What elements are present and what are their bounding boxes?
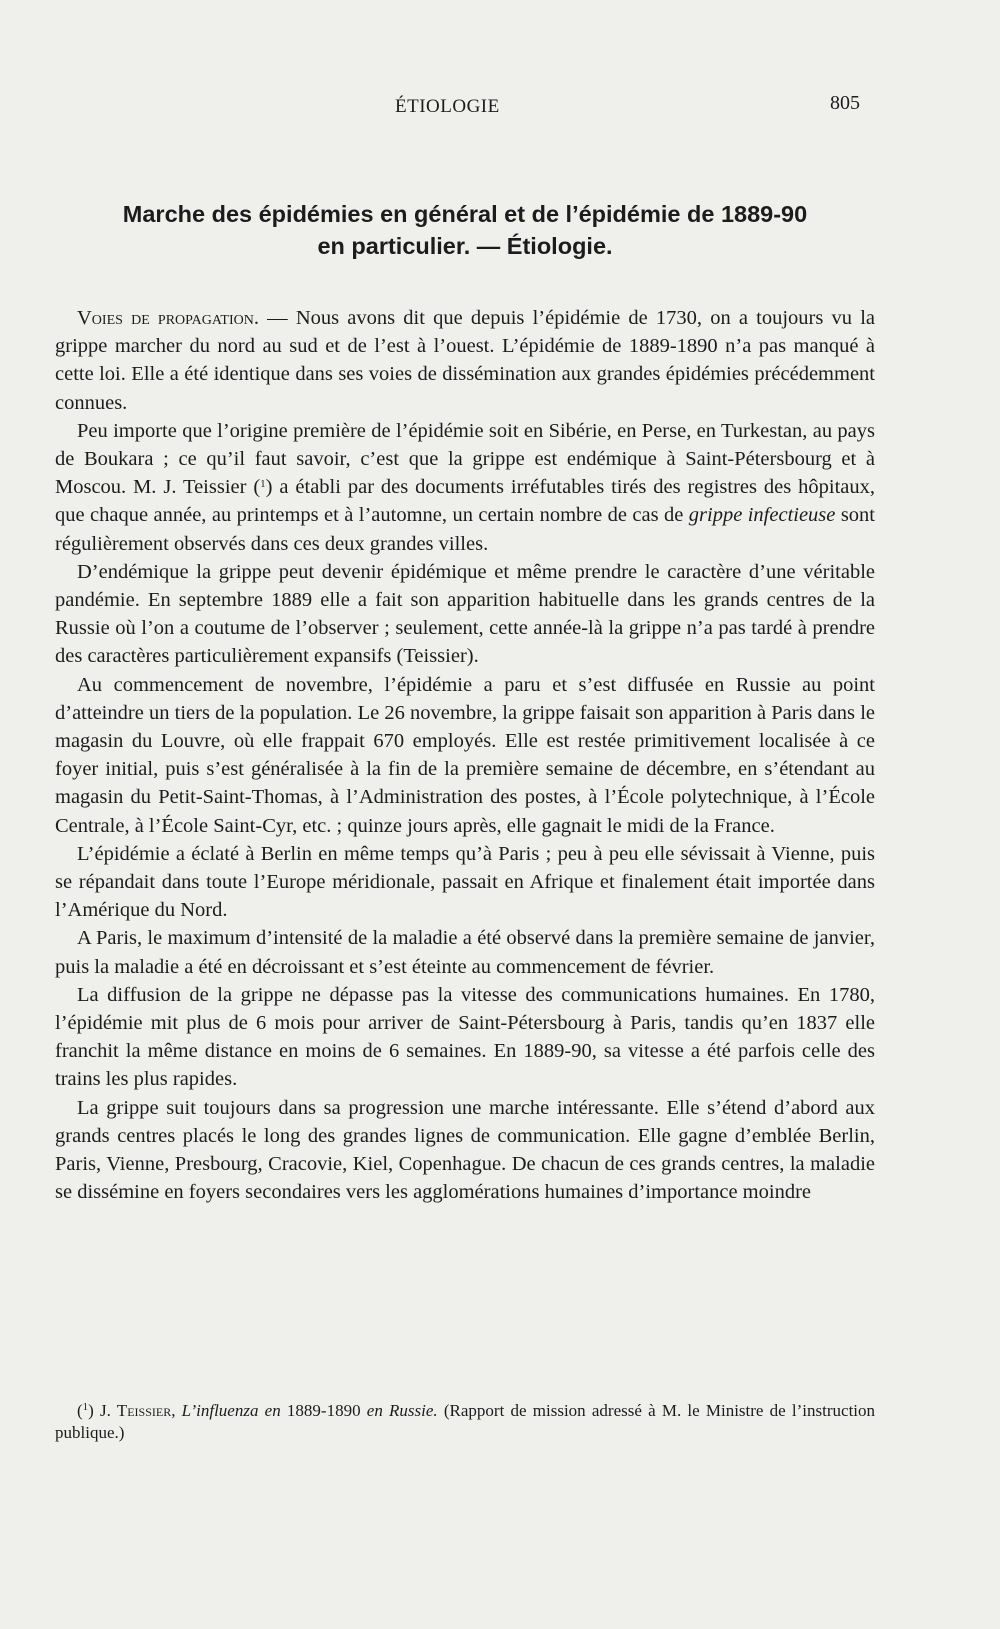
footnote-years: 1889-1890 xyxy=(286,1401,361,1420)
footnote-author: J. Teissier, xyxy=(100,1401,176,1420)
paragraph-2-text-a: Peu importe que l’origine première de l’épidémie soit en Sibérie, en Perse, en Turkestan, au pays de Boukara ; ce qu’il faut savoir, c’est que la grippe est endémique à Saint-Pétersbourg et à Moscou. M. J. Teissier ( xyxy=(55,419,875,499)
paragraph-label: Voies de propagation. xyxy=(77,307,259,329)
paragraph-7: La diffusion de la grippe ne dépasse pas la vitesse des communications humaines. En 1780, l’épidémie mit plus de 6 mois pour arriver de Saint-Pétersbourg à Paris, tandis qu’en 1837 elle franchit la même distance en moins de 6 semaines. En 1889-90, sa vitesse a été parfois celle des trains les plus rapides. xyxy=(55,983,875,1091)
paragraph-2-text-b: ) a établi par des documents irréfutables tirés des registres des hôpitaux, que chaque année, au printemps et à l’automne, un certain nombre de cas de xyxy=(55,476,875,527)
footnote-title-1: L’influenza en xyxy=(181,1401,281,1420)
running-head: ÉTIOLOGIE xyxy=(395,96,500,117)
section-title-line-2: en particulier. — Étiologie. xyxy=(317,233,613,259)
footnote-reference: 1 xyxy=(260,478,266,491)
page-number: 805 xyxy=(830,92,860,114)
footnote-marker: 1 xyxy=(82,1401,89,1413)
footnote-rest: (Rapport de mission adressé à M. le Ministre de l’instruction publique.) xyxy=(55,1401,876,1442)
footnote: ($^1$) J. Teissier, L’influenza en 1889-1890 en Russie. (Rapport de mission adressé à M. le Ministre de l’instruction publique.) xyxy=(55,1401,876,1442)
paragraph-8: La grippe suit toujours dans sa progression une marche intéressante. Elle s’étend d’abord aux grands centres placés le long des grandes lignes de communication. Elle gagne d’emblée Berlin, Paris, Vienne, Presbourg, Cracovie, Kiel, Copenhague. De chacun de ces grands centres, la maladie se dissémine en foyers secondaires vers les agglomérations humaines d’importance moindre xyxy=(55,1096,875,1204)
paragraph-1-text: — Nous avons dit que depuis l’épidémie de 1730, on a toujours vu la grippe marcher du nord au sud et de l’est à l’ouest. L’épidémie de 1889-1890 n’a pas manqué à cette loi. Elle a été identique dans ses voies de dissémination aux grandes épidémies précédemment connues. xyxy=(55,307,875,414)
footnote-title-2: en Russie. xyxy=(366,1401,438,1420)
paragraph-6: A Paris, le maximum d’intensité de la maladie a été observé dans la première semaine de janvier, puis la maladie a été en décroissant et s’est éteinte au commencement de février. xyxy=(55,927,875,978)
body-text xyxy=(55,304,875,1207)
page-header xyxy=(0,92,1000,122)
section-title xyxy=(50,198,880,262)
paragraph-3: D’endémique la grippe peut devenir épidémique et même prendre le caractère d’une véritable pandémie. En septembre 1889 elle a fait son apparition habituelle dans les grands centres de la Russie où l’on a coutume de l’observer ; seulement, cette année-là la grippe n’a pas tardé à prendre des caractères particulièrement expansifs (Teissier). xyxy=(55,560,875,668)
section-title-line-1: Marche des épidémies en général et de l’épidémie de 1889-90 xyxy=(122,201,808,227)
italic-term: grippe infectieuse xyxy=(688,504,836,527)
paragraph-5: L’épidémie a éclaté à Berlin en même temps qu’à Paris ; peu à peu elle sévissait à Vienne, puis se répandait dans toute l’Europe méridionale, passait en Afrique et finalement était importée dans l’Amérique du Nord. xyxy=(55,842,875,922)
paragraph-2 xyxy=(55,417,875,558)
paragraph-4: Au commencement de novembre, l’épidémie a paru et s’est diffusée en Russie au point d’atteindre un tiers de la population. Le 26 novembre, la grippe faisait son apparition à Paris dans le magasin du Louvre, où elle frappait 670 employés. Elle est restée primitivement localisée à ce foyer initial, puis s’est généralisée à la fin de la première semaine de décembre, en s’étendant au magasin du Petit-Saint-Thomas, à l’Administration des postes, à l’École polytechnique, à l’École Centrale, à l’École Saint-Cyr, etc. ; quinze jours après, elle gagnait le midi de la France. xyxy=(55,673,875,837)
paragraph-2-text-c: sont régulièrement observés dans ces deux grandes villes. xyxy=(55,504,875,555)
paragraph-1 xyxy=(55,304,875,417)
